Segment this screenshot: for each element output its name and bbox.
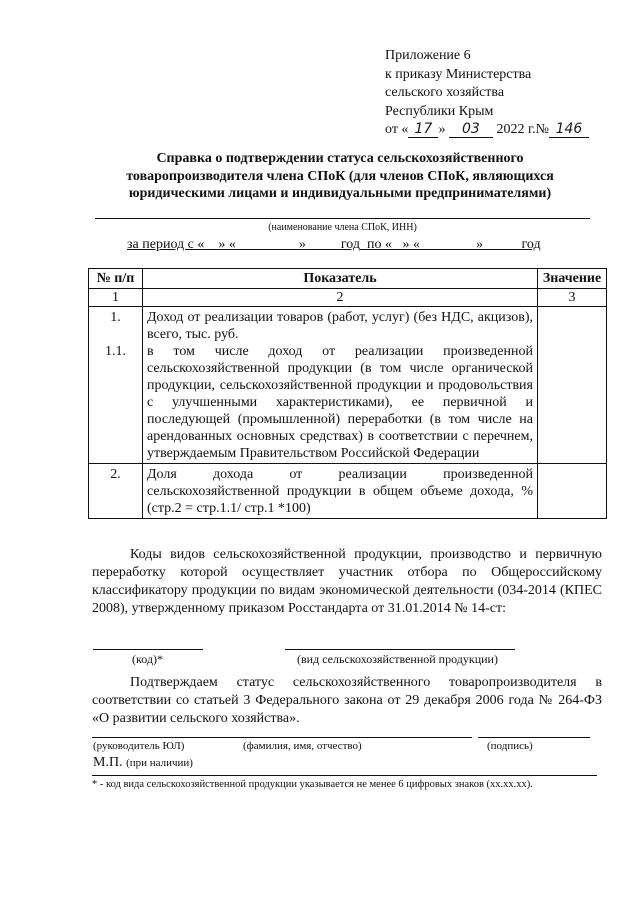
annex-block [385, 47, 589, 140]
value-cell[interactable] [538, 307, 607, 464]
title-line-3: юридическими лицами и индивидуальными предпринимателями) [128, 186, 552, 201]
confirm-paragraph: Подтверждаем статус сельскохозяйственного товаропроизводителя в соответствии со статьей 3 Федерального закона от 29 декабря 2006 года № 264-ФЗ «О развитии сельского хозяйства». [92, 675, 602, 726]
signature-line[interactable] [478, 737, 590, 738]
date-mid: » [438, 122, 446, 137]
date-prefix: от « [385, 122, 409, 137]
mp-note: (при наличии) [126, 757, 193, 769]
period-year-2: год [521, 237, 541, 252]
row-number-cell [89, 307, 143, 464]
period-mark-3: » [298, 237, 306, 252]
table-header-row [89, 269, 607, 289]
row-text: в том числе доход от реализации произведенной сельскохозяйственной продукции (в том числе органической продукции, сельскохозяйственной продукции и продовольствия с улучшенными характеристиками), ее первичной и последующей (промышленной) переработки (в том числе на арендованных основных средствах) в соответствии с перечнем, утверждаемым Правительством Российской Федерации [147, 344, 533, 461]
annex-line-1: Приложение 6 [385, 48, 471, 63]
row-number: 1.1. [105, 344, 126, 359]
header-indicator: Показатель [143, 269, 538, 289]
sign-caption: (подпись) [487, 740, 533, 752]
table-row [89, 464, 607, 519]
colnum-3: 3 [538, 289, 607, 307]
period-mark-6: » [476, 237, 484, 252]
member-name-line [95, 218, 590, 219]
row-text: Доля дохода от реализации произведенной сельскохозяйственной продукции в общем объеме дохода, % (стр.2 = стр.1.1/ стр.1 *100) [143, 464, 538, 519]
period-year-1: год [340, 237, 361, 252]
annex-date-line [385, 121, 589, 140]
period-mark-2: « [228, 237, 236, 252]
header-value: Значение [538, 269, 607, 289]
period-label: за период с « [127, 237, 205, 252]
row-number: 2. [110, 467, 121, 482]
title-line-1: Справка о подтверждении статуса сельскохозяйственного [156, 151, 524, 166]
member-caption: (наименование члена СПоК, ИНН) [268, 222, 417, 233]
annex-line-3: сельского хозяйства [385, 85, 505, 100]
head-fio-line[interactable] [92, 737, 472, 738]
date-month: 03 [449, 122, 493, 138]
title-line-2: товаропроизводителя члена СПоК (для членов СПоК, являющихся [126, 168, 554, 184]
colnum-1: 1 [89, 289, 143, 307]
header-number: № п/п [89, 269, 143, 289]
date-number: 146 [549, 122, 589, 138]
period-mark-4: » [402, 237, 410, 252]
period-by: по « [367, 237, 393, 252]
product-caption: (вид сельскохозяйственной продукции) [297, 652, 498, 666]
codes-paragraph: Коды видов сельскохозяйственной продукции, производство и первичную переработку которой осуществляет участник отбора по Общероссийскому классификатору продукции по видам экономической деятельности (034-2014 (КПЕС 2008), утвержденному приказом Росстандарта от 31.01.2014 № 14-ст: [92, 547, 602, 616]
footnote: * - код вида сельскохозяйственной продукции указывается не менее 6 цифровых знаков (хх.хх.хх). [92, 779, 533, 790]
code-field-line[interactable] [93, 649, 203, 650]
table-row [89, 307, 607, 464]
row-text-cell [143, 307, 538, 464]
row-number: 1. [110, 310, 121, 325]
date-day: 17 [408, 122, 438, 138]
period-mark-1: » [218, 237, 226, 252]
fio-caption: (фамилия, имя, отчество) [243, 740, 362, 752]
row-number-cell [89, 464, 143, 519]
row-text: Доход от реализации товаров (работ, услуг) (без НДС, акцизов), всего, тыс. руб. [147, 310, 533, 342]
colnum-2: 2 [143, 289, 538, 307]
annex-line-4: Республики Крым [385, 103, 494, 119]
mp-label: М.П. [93, 755, 123, 770]
spacer [93, 326, 138, 343]
date-year: 2022 г.№ [496, 122, 549, 137]
annex-line-2: к приказу Министерства [385, 66, 532, 82]
period-line [127, 236, 541, 254]
footnote-divider [92, 775, 597, 776]
head-caption: (руководитель ЮЛ) [93, 740, 185, 752]
stamp-place [93, 755, 193, 771]
period-mark-5: « [413, 237, 421, 252]
value-cell[interactable] [538, 464, 607, 519]
document-title [70, 150, 610, 203]
code-caption: (код)* [132, 652, 163, 666]
indicators-table [88, 268, 607, 519]
product-field-line[interactable] [285, 649, 515, 650]
table-colnum-row [89, 289, 607, 307]
